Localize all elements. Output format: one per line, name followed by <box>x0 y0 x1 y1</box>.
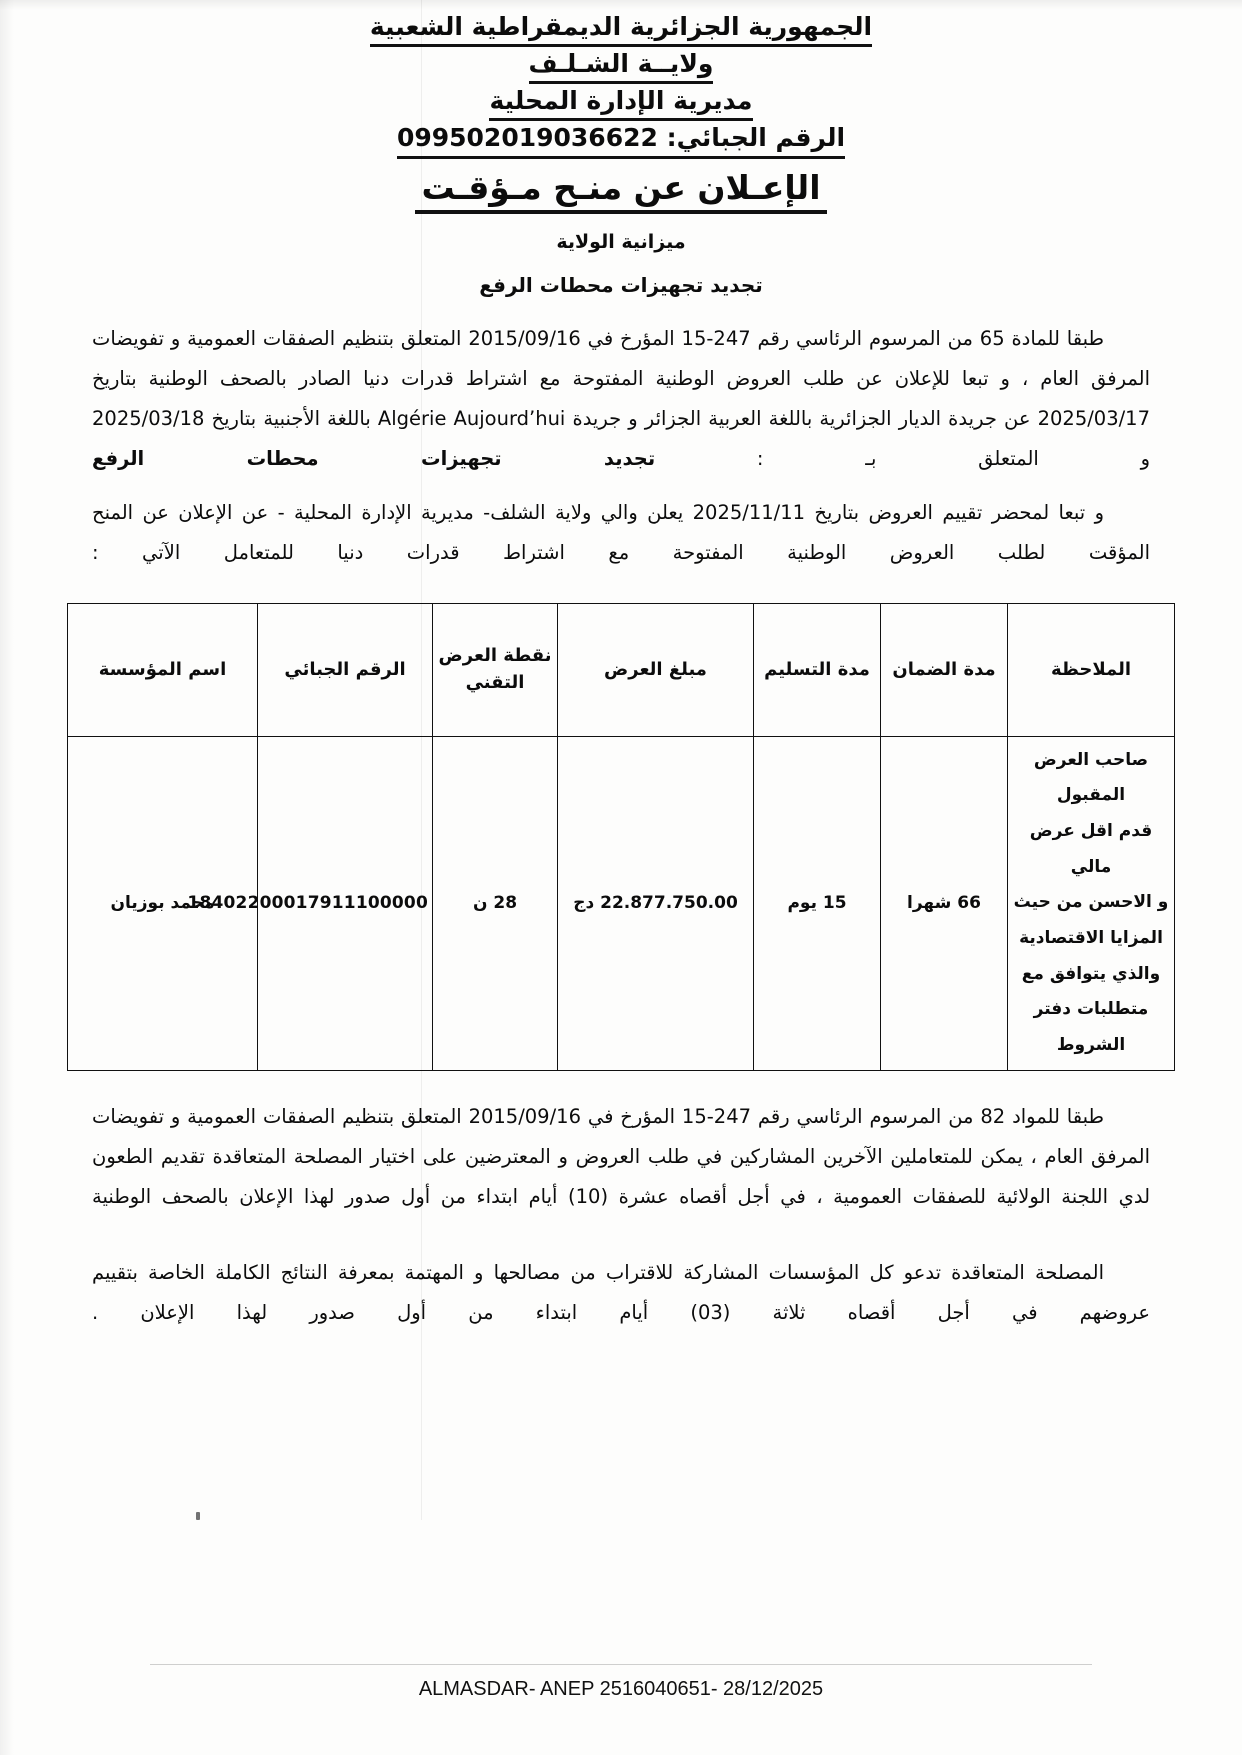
fiscal-number-group <box>397 121 845 159</box>
header-guarantee: مدة الضمان <box>881 603 1008 736</box>
appeal-paragraph-2-text: المصلحة المتعاقدة تدعو كل المؤسسات المشاركة للاقتراب من مصالحها و المهتمة بمعرفة النتائج الكاملة الخاصة بتقييم عروضهم في أجل أقصاه ثلاثة (03) أيام ابتداء من أول صدور لهذا الإعلان . <box>92 1260 1150 1324</box>
intro-paragraph-2 <box>92 493 1150 573</box>
cell-guarantee: 66 شهرا <box>881 736 1008 1070</box>
fiscal-number-label: الرقم الجبائي: <box>666 123 846 152</box>
intro-paragraph-1-text: طبقا للمادة 65 من المرسوم الرئاسي رقم 247-15 المؤرخ في 2015/09/16 المتعلق بتنظيم الصفقات العمومية و تفويضات المرفق العام ، و تبعا للإعلان عن طلب العروض الوطنية المفتوحة مع اشتراط قدرات دنيا الصادر بالصحف الوطنية بتاريخ 2025/03/17 عن جريدة الديار الجزائرية باللغة العربية الجزائر و جريدة Algérie Aujourd’hui باللغة الأجنبية بتاريخ 2025/03/18 و المتعلق بـ : <box>92 326 1150 470</box>
header-fiscal-id: الرقم الجبائي <box>258 603 433 736</box>
cell-amount: 22.877.750.00 دج <box>558 736 754 1070</box>
fiscal-number-line <box>0 121 1242 159</box>
page-title <box>0 168 1242 214</box>
intro-paragraph-1 <box>92 319 1150 479</box>
note-line: قدم اقل عرض مالي <box>1029 820 1153 877</box>
directorate-header-text: مديرية الإدارة المحلية <box>489 84 752 121</box>
appeal-paragraph-1 <box>92 1097 1150 1217</box>
intro-paragraph-1-object: تجديد تجهيزات محطات الرفع <box>92 446 656 470</box>
table-header-row <box>68 603 1175 736</box>
cell-delivery: 15 يوم <box>754 736 881 1070</box>
header-tech-points: نقطة العرض التقني <box>433 603 558 736</box>
wilaya-header-line <box>0 47 1242 84</box>
document-header <box>0 0 1242 159</box>
cell-fiscal-id: 18402200017911100000 <box>258 736 433 1070</box>
note-line: متطلبات دفتر الشروط <box>1033 999 1149 1056</box>
note-line: المزايا الاقتصادية <box>1019 928 1163 948</box>
project-object-title: تجديد تجهيزات محطات الرفع <box>479 272 763 297</box>
header-amount: مبلغ العرض <box>558 603 754 736</box>
scan-stray-mark <box>196 1512 200 1520</box>
header-note: الملاحظة <box>1008 603 1175 736</box>
note-line: و الاحسن من حيث <box>1013 892 1169 913</box>
cell-company-name: محمد بوزيان <box>68 736 258 1070</box>
header-company: اسم المؤسسة <box>68 603 258 736</box>
wilaya-header-text: ولايــة الشـلـف <box>529 47 714 84</box>
intro-paragraph-2-text: و تبعا لمحضر تقييم العروض بتاريخ 2025/11/11 يعلن والي ولاية الشلف- مديرية الإدارة المحلية - عن الإعلان عن المنح المؤقت لطلب العروض الوطنية المفتوحة مع اشتراط قدرات دنيا للمتعامل الآتي : <box>92 500 1150 564</box>
cell-note <box>1008 736 1175 1070</box>
fiscal-number-value: 099502019036622 <box>396 123 658 152</box>
cell-technical-points: 28 ن <box>433 736 558 1070</box>
award-table-body <box>68 736 1175 1070</box>
directorate-header-line <box>0 84 1242 121</box>
appeal-body <box>92 1097 1150 1333</box>
footer-divider <box>150 1664 1092 1665</box>
country-header-text: الجمهورية الجزائرية الديمقراطية الشعبية <box>370 10 872 47</box>
budget-subtitle: ميزانية الولاية <box>556 230 686 253</box>
note-line: والذي يتوافق مع <box>1021 963 1161 984</box>
anep-reference-footer: ALMASDAR- ANEP 2516040651- 28/12/2025 <box>418 1678 824 1700</box>
scan-edge-left <box>0 0 14 1755</box>
note-line: صاحب العرض المقبول <box>1033 749 1149 806</box>
page-title-text: الإعـلان عن منـح مـؤقـت <box>415 168 826 214</box>
appeal-paragraph-2 <box>92 1253 1150 1333</box>
award-table-head <box>68 603 1175 736</box>
country-header-line <box>0 10 1242 47</box>
intro-body <box>92 319 1150 573</box>
appeal-paragraph-1-text: طبقا للمواد 82 من المرسوم الرئاسي رقم 247-15 المؤرخ في 2015/09/16 المتعلق بتنظيم الصفقات العمومية و تفويضات المرفق العام ، يمكن للمتعاملين الآخرين المشاركين في طلب العروض و المعترضين على اختيار المصلحة المتعاقدة تقديم الطعون لدي اللجنة الولائية للصفقات العمومية ، في أجل أقصاه عشرة (10) أيام ابتداء من أول صدور لهذا الإعلان بالصحف الوطنية <box>92 1104 1151 1208</box>
award-table <box>67 603 1175 1071</box>
header-delivery: مدة التسليم <box>754 603 881 736</box>
table-row <box>68 736 1175 1070</box>
